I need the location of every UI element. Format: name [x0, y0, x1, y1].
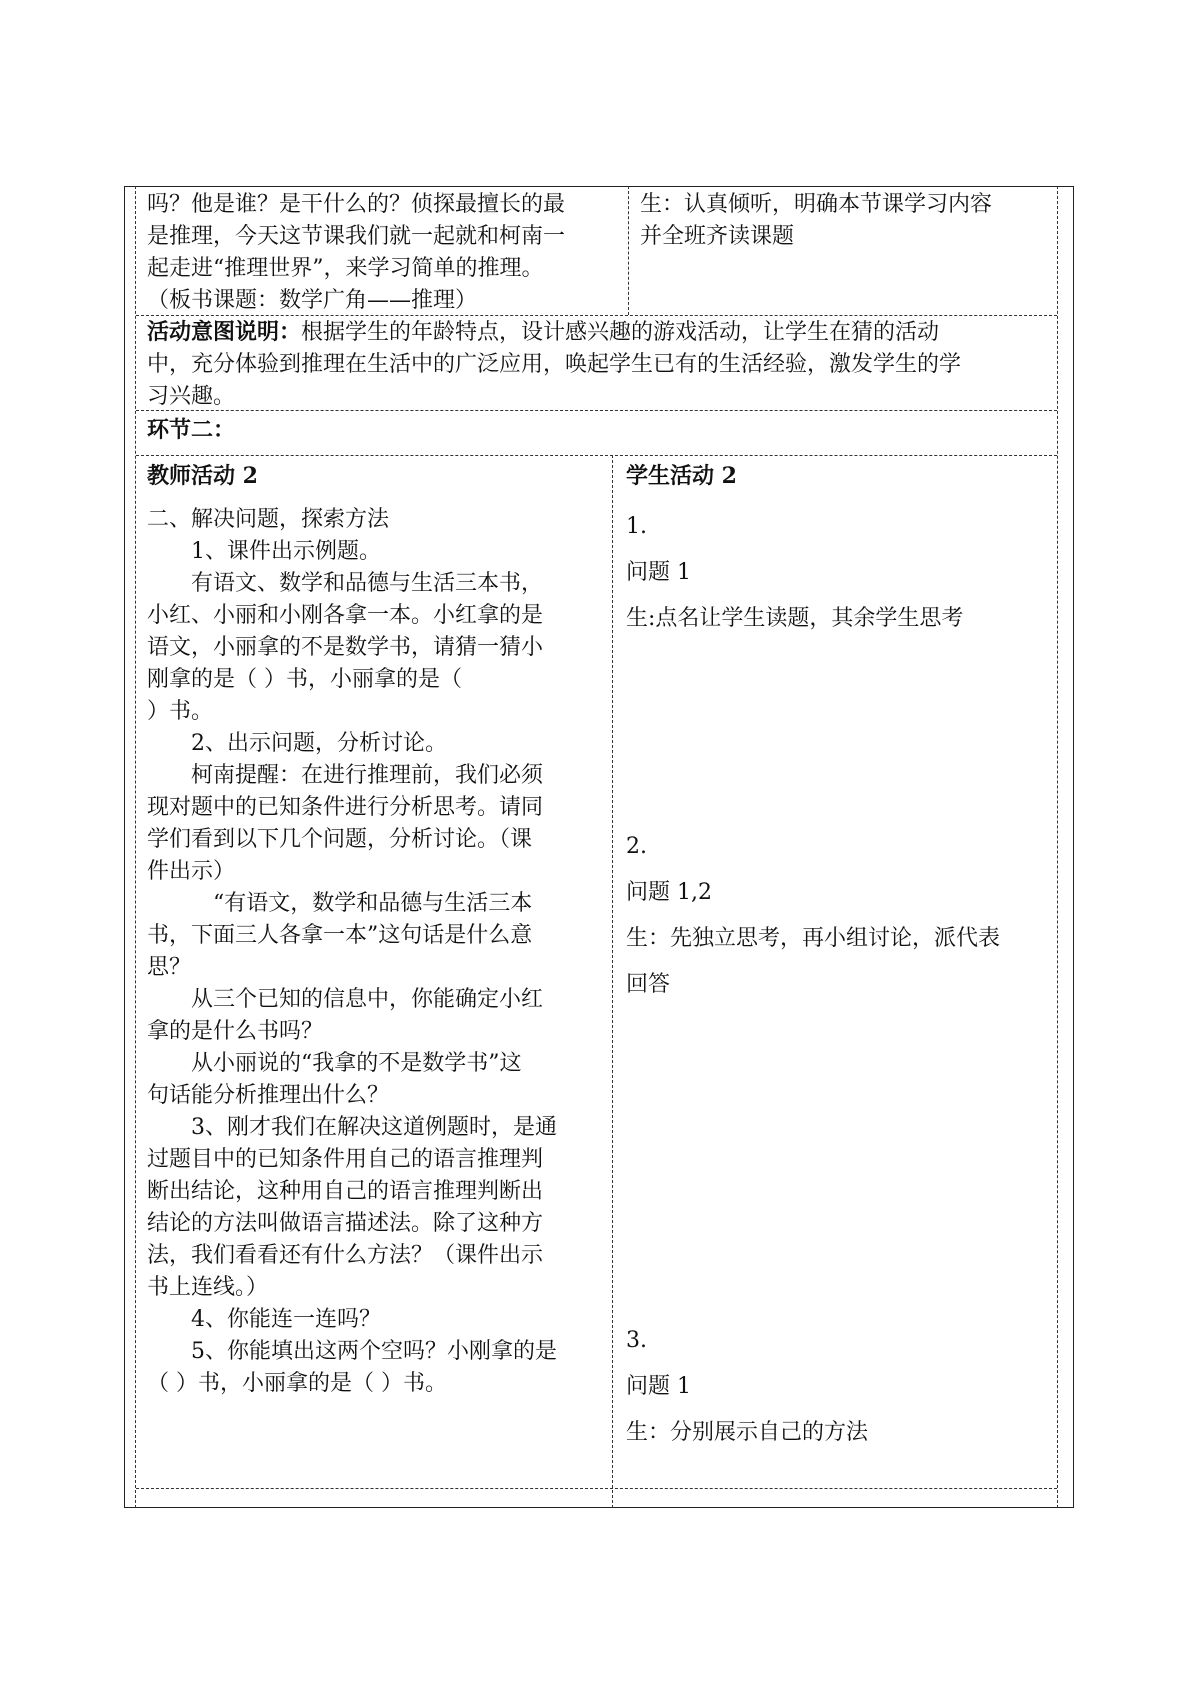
block-question: 问题 1,2	[626, 880, 712, 905]
row-divider	[136, 1488, 1057, 1489]
intent-label: 活动意图说明：	[147, 319, 302, 345]
block-number: 2.	[626, 834, 647, 859]
text-line: 二、解决问题，探索方法	[147, 507, 390, 532]
block-answer: 生：分别展示自己的方法	[626, 1420, 869, 1445]
student-block-1	[626, 504, 1056, 642]
text-line: 书，下面三人各拿一本”这句话是什么意	[147, 923, 533, 948]
text-line: 小红、小丽和小刚各拿一本。小红拿的是	[147, 603, 544, 628]
text-line: 思？	[147, 955, 192, 980]
table-inner-border-right	[1057, 186, 1059, 1508]
text-line: 拿的是什么书吗？	[147, 1019, 324, 1044]
student-block-3	[626, 1318, 1056, 1456]
text-line: 语文，小丽拿的不是数学书，请猜一猜小	[147, 635, 544, 660]
text-line: 3、刚才我们在解决这道例题时，是通	[191, 1115, 557, 1140]
text-line: 4、你能连一连吗？	[191, 1307, 381, 1332]
text-line: 5、你能填出这两个空吗？小刚拿的是	[191, 1339, 557, 1364]
block-number: 1.	[626, 514, 647, 539]
block-question: 问题 1	[626, 1374, 691, 1399]
text-line: 件出示）	[147, 859, 236, 884]
student-block-2	[626, 824, 1056, 1008]
text-line: 起走进“推理世界”，来学习简单的推理。	[147, 256, 544, 281]
column-divider	[628, 186, 629, 315]
text-line: 生：认真倾听，明确本节课学习内容	[640, 192, 993, 217]
text-line: “有语文，数学和品德与生活三本	[213, 891, 533, 916]
text-line: 从三个已知的信息中，你能确定小红	[191, 987, 544, 1012]
text-line: 从小丽说的“我拿的不是数学书”这	[191, 1051, 522, 1076]
block-answer: 生:点名让学生读题，其余学生思考	[626, 606, 964, 631]
text-line: 句话能分析推理出什么？	[147, 1083, 390, 1108]
table-inner-border-left	[135, 186, 137, 1508]
text-line: 刚拿的是（ ）书，小丽拿的是（	[147, 667, 462, 692]
student-response-intro	[640, 189, 1050, 253]
text-line: 1、课件出示例题。	[191, 539, 381, 564]
text-line: 并全班齐读课题	[640, 224, 795, 249]
text-line	[147, 316, 1052, 349]
teacher-activity-header: 教师活动 2	[147, 463, 258, 489]
block-number: 3.	[626, 1328, 647, 1353]
section-label: 环节二：	[147, 417, 236, 443]
student-activity-header: 学生活动 2	[626, 463, 737, 489]
text-line: 结论的方法叫做语言描述法。除了这种方	[147, 1211, 544, 1236]
block-answer: 生：先独立思考，再小组讨论，派代表	[626, 926, 1001, 951]
text-line: 法，我们看看还有什么方法？（课件出示	[147, 1243, 544, 1268]
row-divider	[136, 455, 1057, 456]
text-line: 现对题中的已知条件进行分析思考。请同	[147, 795, 544, 820]
text-line: 断出结论，这种用自己的语言推理判断出	[147, 1179, 544, 1204]
column-divider	[612, 455, 613, 1508]
text-line: 是推理，今天这节课我们就一起就和柯南一	[147, 224, 566, 249]
text-line: （板书课题：数学广角——推理）	[147, 288, 478, 313]
teacher-activity-text	[147, 504, 602, 1400]
intent-text: 根据学生的年龄特点，设计感兴趣的游戏活动，让学生在猜的活动	[301, 320, 940, 345]
text-line: 书上连线。）	[147, 1275, 269, 1300]
text-line: ）书。	[147, 699, 214, 724]
text-line: 习兴趣。	[147, 384, 236, 409]
text-line: 中，充分体验到推理在生活中的广泛应用，唤起学生已有的生活经验，激发学生的学	[147, 352, 962, 377]
block-question: 问题 1	[626, 560, 691, 585]
text-line: 有语文、数学和品德与生活三本书，	[191, 571, 544, 596]
block-answer-continued: 回答	[626, 972, 671, 997]
activity-intent	[147, 316, 1052, 413]
text-line: （ ）书，小丽拿的是（ ）书。	[147, 1371, 447, 1396]
text-line: 柯南提醒：在进行推理前，我们必须	[191, 763, 544, 788]
text-line: 学们看到以下几个问题，分析讨论。（课	[147, 827, 533, 852]
text-line: 2、出示问题，分析讨论。	[191, 731, 447, 756]
text-line: 过题目中的已知条件用自己的语言推理判	[147, 1147, 544, 1172]
text-line: 吗？他是谁？是干什么的？侦探最擅长的最	[147, 192, 566, 217]
intro-text	[147, 189, 617, 317]
